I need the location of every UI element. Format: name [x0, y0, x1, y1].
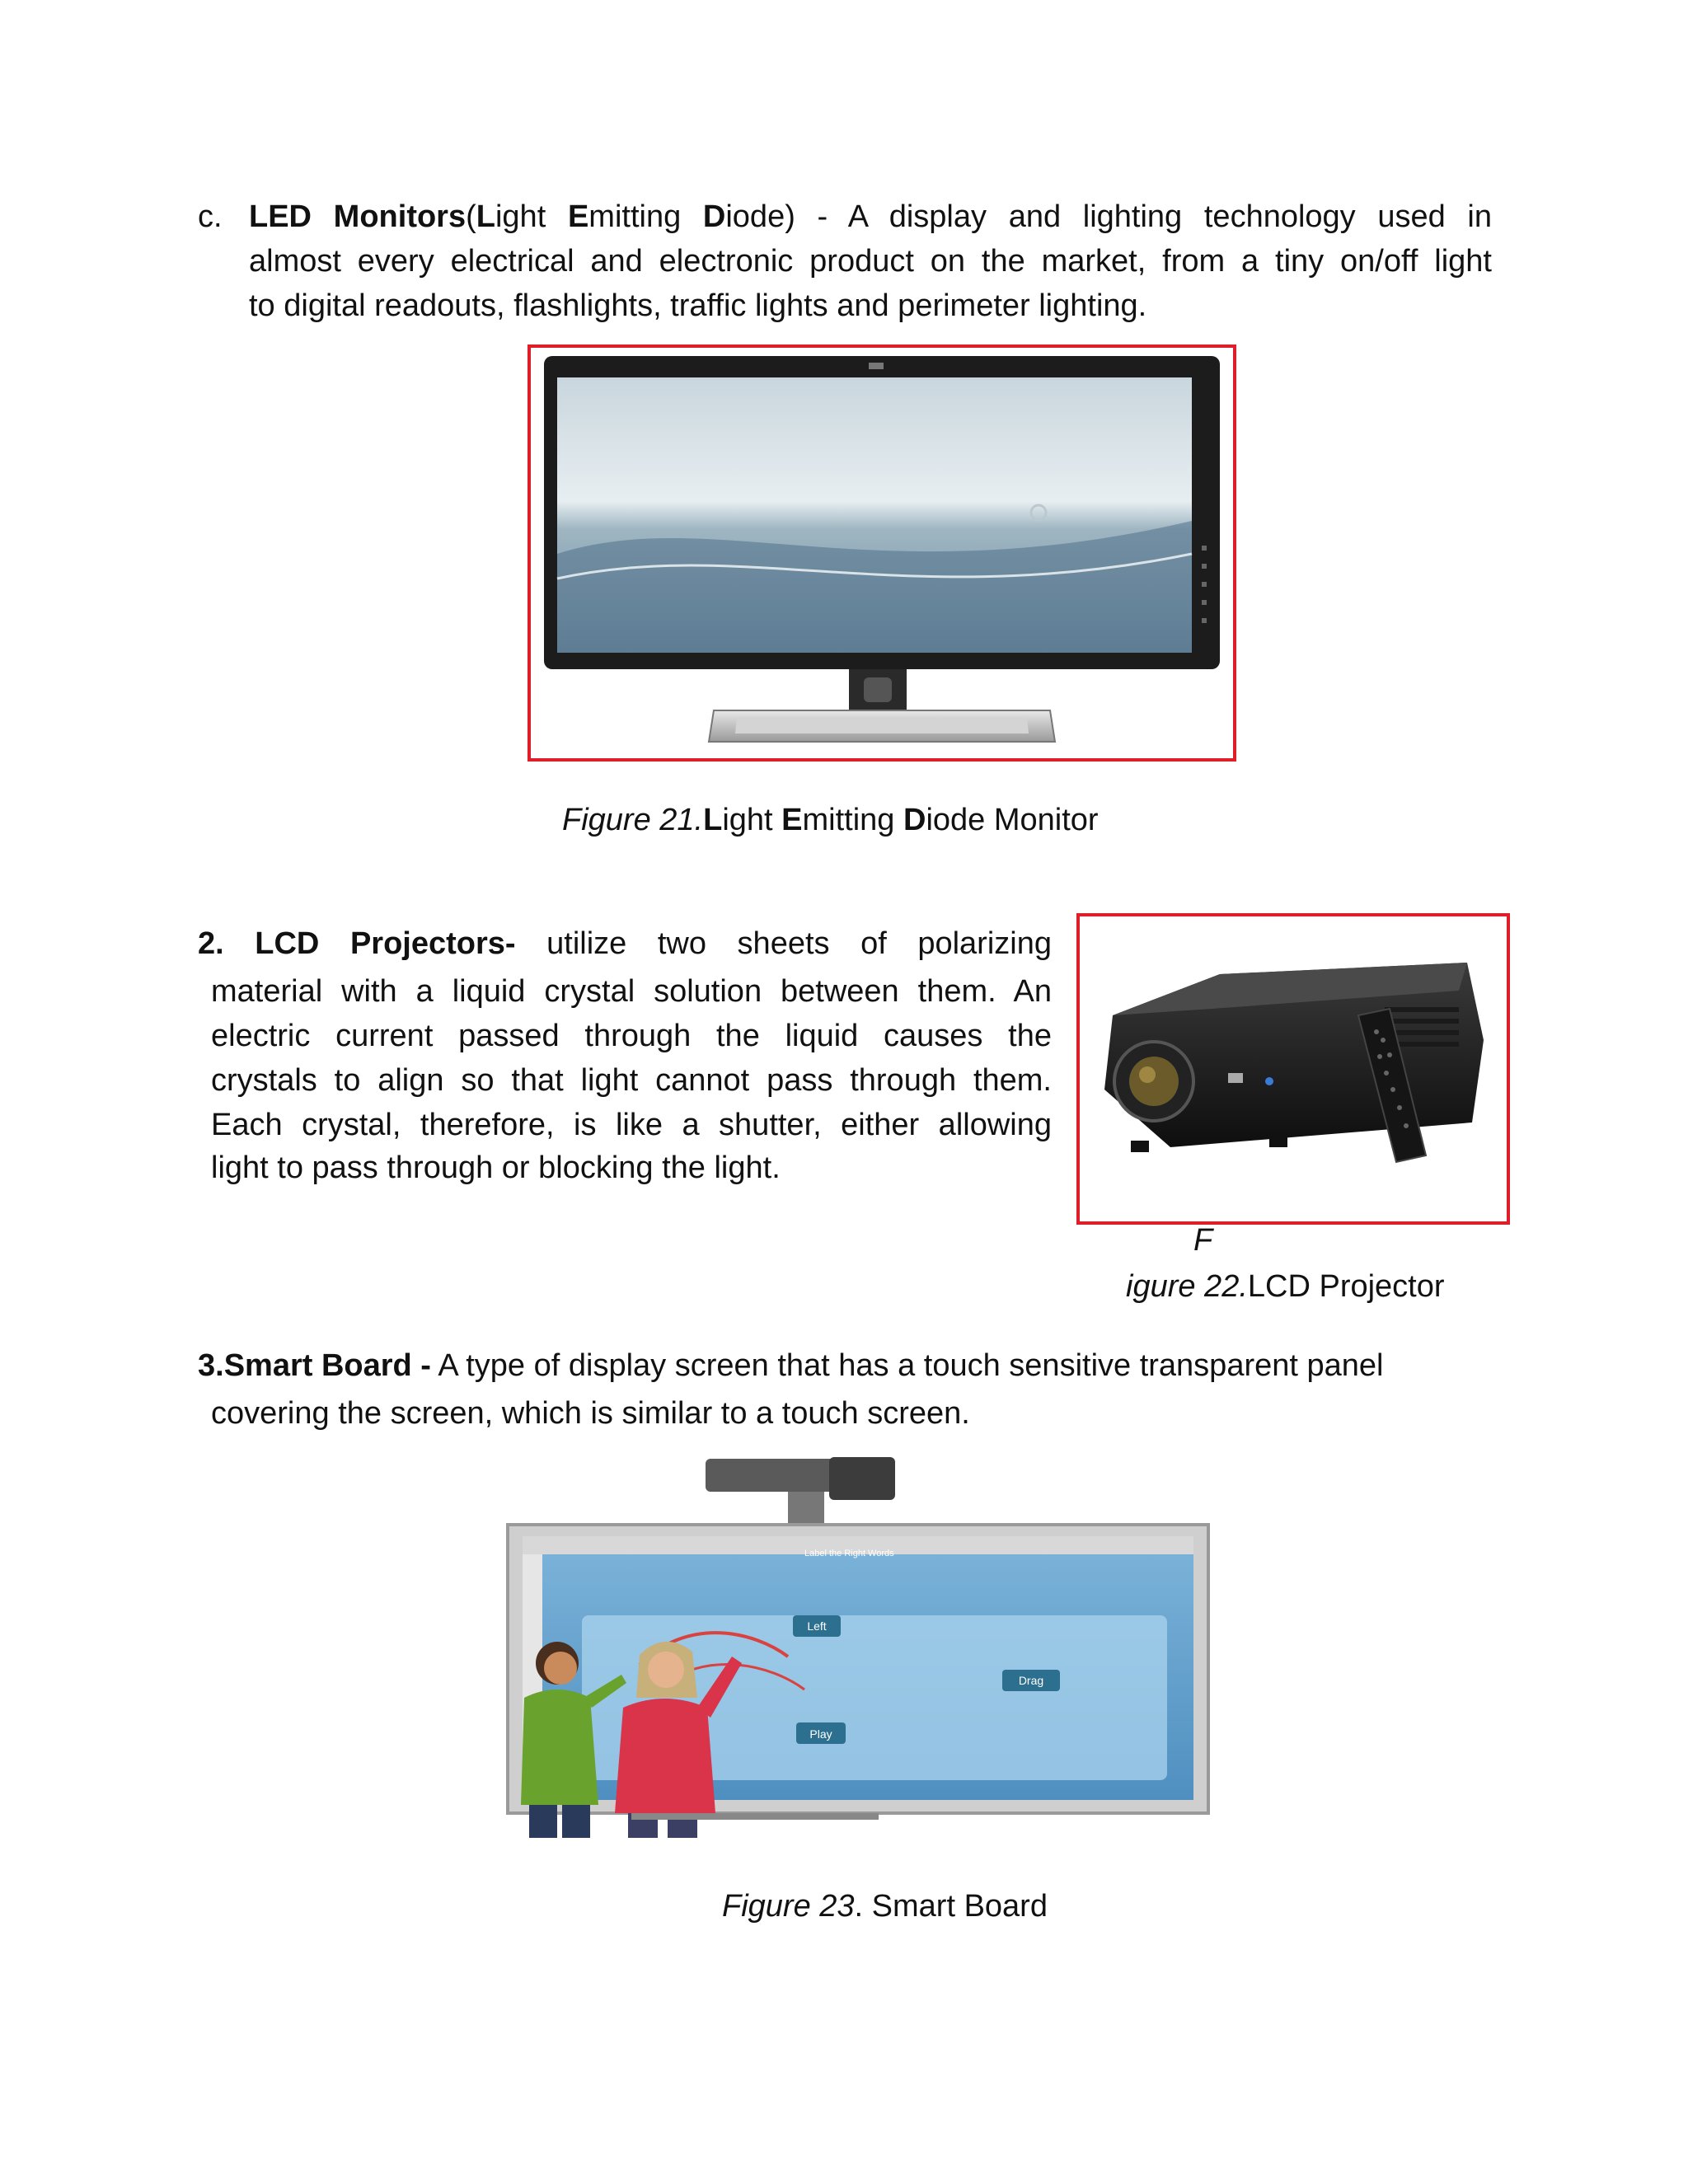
lcd-projector-figure [1076, 913, 1510, 1225]
figure21-acronym-e: E [781, 803, 803, 837]
figure21-acronym-d: D [903, 803, 926, 837]
lcd-paragraph-line5: Each crystal, therefore, is like a shutter, either allowing [211, 1108, 1052, 1142]
figure22-label: igure 22. [1126, 1269, 1248, 1304]
lcd-projector-image [1080, 916, 1507, 1221]
figure21-acronym-l: L [703, 803, 723, 837]
led-paragraph-line3: to digital readouts, flashlights, traffic lights and perimeter lighting. [249, 288, 1147, 323]
smartboard-paragraph-line2: covering the screen, which is similar to a touch screen. [211, 1396, 970, 1431]
led-acronym-l: L [476, 199, 495, 234]
led-acronym-l-rest: ight [495, 199, 568, 234]
smartboard-paragraph-line1 [198, 1343, 1492, 1388]
lcd-paragraph-line2: material with a liquid crystal solution between them. An [211, 974, 1052, 1009]
figure23-label: Figure 23 [722, 1889, 855, 1924]
led-line1-text: A display and lighting technology used in [847, 199, 1493, 234]
led-item-marker: c. [198, 199, 223, 234]
smartboard-left-label: Left [807, 1619, 827, 1633]
led-title: LED Monitors [249, 199, 467, 234]
figure22-text: LCD Projector [1247, 1269, 1445, 1304]
lcd-paragraph-line4: crystals to align so that light cannot pass through them. [211, 1063, 1052, 1098]
led-monitor-figure [528, 344, 1236, 762]
led-acronym-d-rest: iode) [725, 199, 795, 234]
lcd-paragraph-line1 [198, 921, 1052, 966]
lcd-paragraph-line3: electric current passed through the liquid causes the [211, 1019, 1052, 1053]
smartboard-play-label: Play [809, 1727, 832, 1741]
smartboard-figure [491, 1451, 1217, 1838]
figure21-acronym-e-rest: mitting [802, 803, 903, 837]
figure23-caption [722, 1886, 1299, 1927]
smartboard-screen-title: Label the Right Words [804, 1549, 894, 1558]
figure21-caption [562, 799, 1156, 841]
led-paragraph-line2: almost every electrical and electronic product on the market, from a tiny on/off light [249, 244, 1492, 279]
figure21-label: Figure 21. [562, 803, 704, 837]
lcd-line1-text: utilize two sheets of polarizing [546, 926, 1052, 961]
led-acronym-e: E [567, 199, 589, 234]
lcd-title: LCD Projectors- [255, 926, 516, 961]
led-acronym-e-rest: mitting [588, 199, 703, 234]
figure22-caption [1126, 1266, 1445, 1307]
figure23-text: . Smart Board [854, 1889, 1048, 1924]
led-dash: - [795, 199, 828, 234]
led-paragraph-line1 [249, 194, 1492, 239]
smartboard-drag-label: Drag [1018, 1674, 1044, 1687]
lcd-item-number: 2. [198, 926, 224, 961]
led-acronym-d: D [702, 199, 726, 234]
smartboard-title: 3.Smart Board - [198, 1348, 431, 1383]
smartboard-line1-text: A type of display screen that has a touch sensitive transparent panel [430, 1348, 1384, 1383]
led-open-paren: ( [466, 199, 476, 234]
figure21-acronym-d-rest: iode Monitor [926, 803, 1099, 837]
led-monitor-image [531, 348, 1233, 758]
figure22-caption-f: F [1193, 1223, 1213, 1258]
lcd-paragraph-line6: light to pass through or blocking the light. [211, 1151, 781, 1185]
smartboard-image [491, 1451, 1217, 1838]
figure21-acronym-l-rest: ight [722, 803, 782, 837]
